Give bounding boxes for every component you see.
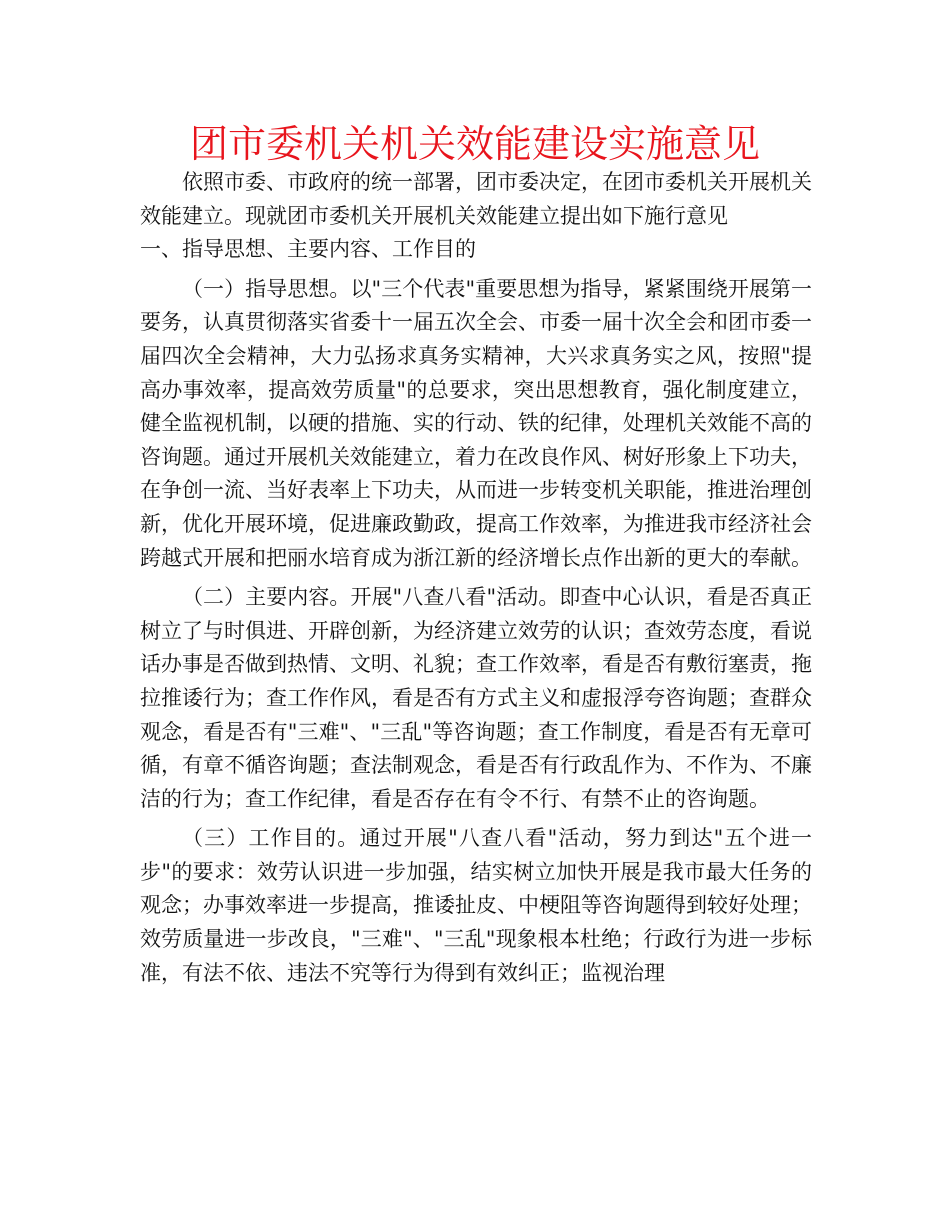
intro-paragraph: 依照市委、市政府的统一部署，团市委决定，在团市委机关开展机关效能建立。现就团市委机关开展机关效能建立提出如下施行意见 [140, 170, 812, 228]
document-body [140, 166, 812, 990]
paragraph-guiding-thought: （一）指导思想。以"三个代表"重要思想为指导，紧紧围绕开展第一要务，认真贯彻落实省委十一届五次全会、市委一届十次全会和团市委一届四次全会精神，大力弘扬求真务实精神，大兴求真务实之风，按照"提高办事效率，提高效劳质量"的总要求，突出思想教育，强化制度建立，健全监视机制，以硬的措施、实的行动、铁的纪律，处理机关效能不高的咨询题。通过开展机关效能建立，着力在改良作风、树好形象上下功夫，在争创一流、当好表率上下功夫，从而进一步转变机关职能，推进治理创新，优化开展环境，促进廉政勤政，提高工作效率，为推进我市经济社会跨越式开展和把丽水培育成为浙江新的经济增长点作出新的更大的奉献。 [140, 276, 812, 570]
paragraph-work-goals: （三）工作目的。通过开展"八查八看"活动，努力到达"五个进一步"的要求：效劳认识进一步加强，结实树立加快开展是我市最大任务的观念；办事效率进一步提高，推诿扯皮、中梗阻等咨询题得到较好处理；效劳质量进一步改良，"三难"、"三乱"现象根本杜绝；行政行为进一步标准，有法不依、违法不究等行为得到有效纠正；监视治理 [140, 826, 812, 985]
document-title: 团市委机关机关效能建设实施意见 [189, 122, 760, 166]
paragraph-main-content: （二）主要内容。开展"八查八看"活动。即查中心认识，看是否真正树立了与时俱进、开辟创新，为经济建立效劳的认识；查效劳态度，看说话办事是否做到热情、文明、礼貌；查工作效率，看是否有敷衍塞责，拖拉推诿行为；查工作作风，看是否有方式主义和虚报浮夸咨询题；查群众观念，看是否有"三难"、"三乱"等咨询题；查工作制度，看是否有无章可循，有章不循咨询题；查法制观念，看是否有行政乱作为、不作为、不廉洁的行为；查工作纪律，看是否存在有令不行、有禁不止的咨询题。 [140, 585, 812, 811]
section-heading: 一、指导思想、主要内容、工作目的 [140, 237, 476, 262]
